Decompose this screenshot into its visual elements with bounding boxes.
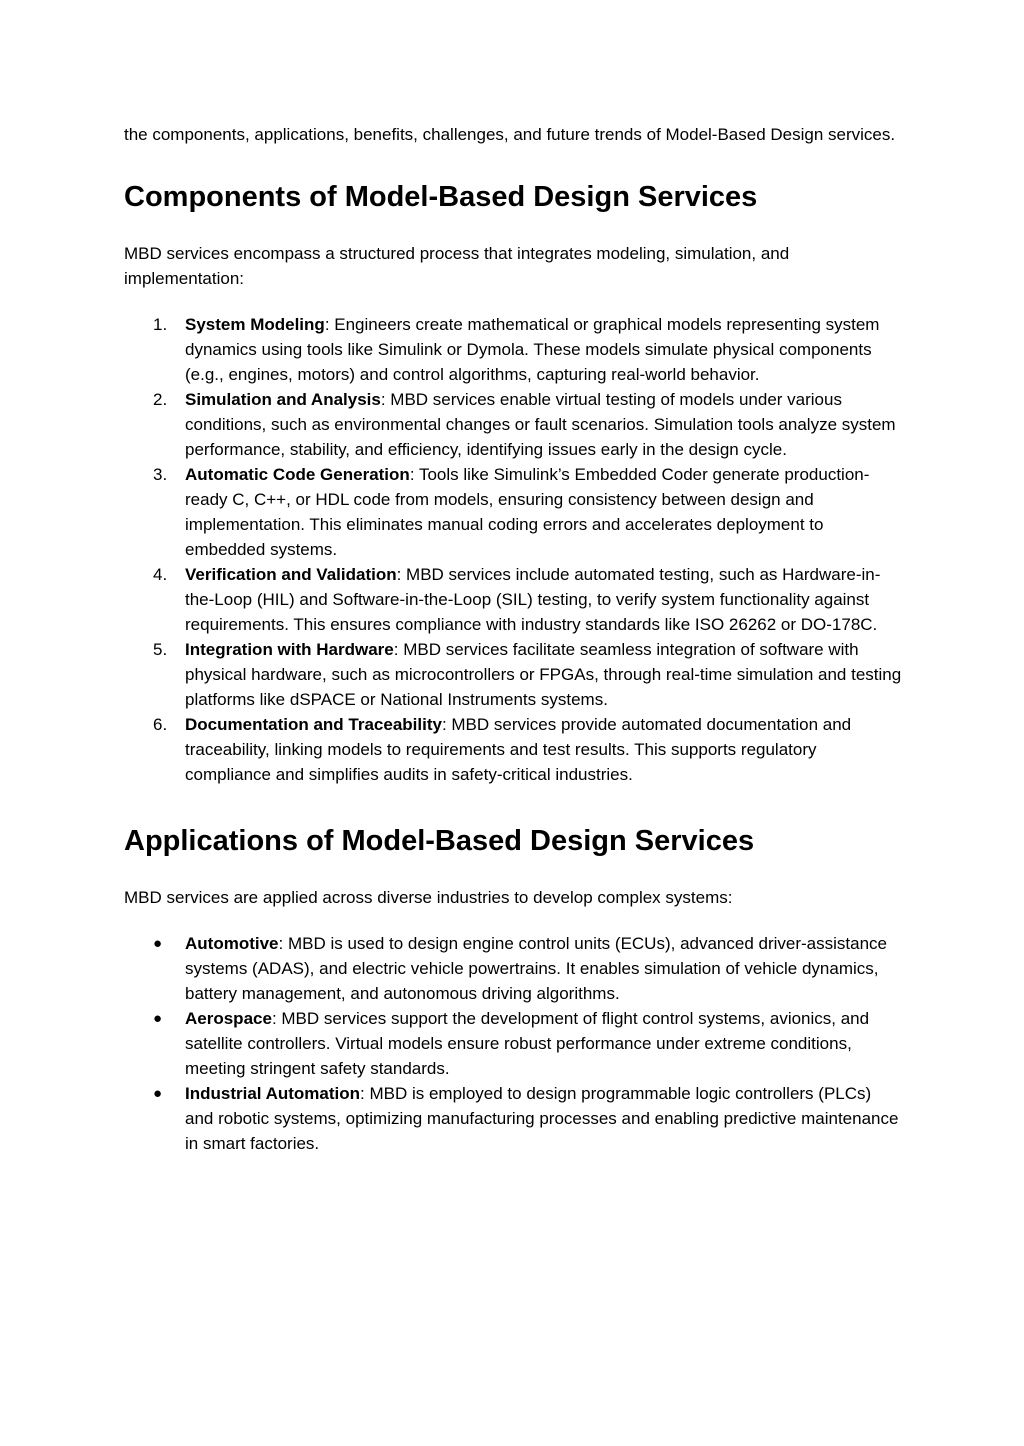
list-item: [124, 387, 904, 462]
list-number: 6.: [153, 715, 168, 734]
item-text: : MBD services enable virtual testing of models under various conditions, such as environmental changes or fault scenarios. Simulation tools analyze system performance, stability, and efficiency, identifying issues early in the design cycle.: [185, 390, 896, 459]
bullet-icon: ●: [153, 935, 163, 952]
list-item: [124, 1081, 904, 1156]
bullet-icon: ●: [153, 1010, 163, 1027]
item-term: Automotive: [185, 934, 279, 953]
applications-intro-paragraph: MBD services are applied across diverse industries to develop complex systems:: [124, 888, 733, 907]
applications-list: [124, 931, 904, 1156]
item-text: : MBD services support the development of flight control systems, avionics, and satellite controllers. Virtual models ensure robust performance under extreme conditions, meeting stringent safety standards.: [185, 1009, 870, 1078]
item-term: Integration with Hardware: [185, 640, 394, 659]
item-text: : MBD is used to design engine control units (ECUs), advanced driver-assistance systems (ADAS), and electric vehicle powertrains. It enables simulation of vehicle dynamics, battery management, and autonomous driving algorithms.: [185, 934, 888, 1003]
intro-paragraph: the components, applications, benefits, challenges, and future trends of Model-Based Design services.: [124, 125, 896, 144]
bullet-icon: ●: [153, 1085, 163, 1102]
item-text: : MBD services include automated testing, such as Hardware-in-the-Loop (HIL) and Software-in-the-Loop (SIL) testing, to verify system functionality against requirements. This ensures compliance with industry standards like ISO 26262 or DO-178C.: [185, 565, 881, 634]
list-number: 4.: [153, 565, 168, 584]
item-term: Verification and Validation: [185, 565, 397, 584]
components-intro-paragraph: MBD services encompass a structured process that integrates modeling, simulation, and implementation:: [124, 244, 790, 288]
list-item: [124, 1006, 904, 1081]
components-list: [124, 312, 904, 787]
item-term: Aerospace: [185, 1009, 272, 1028]
item-term: Industrial Automation: [185, 1084, 361, 1103]
item-text: : Tools like Simulink’s Embedded Coder generate production-ready C, C++, or HDL code from models, ensuring consistency between design and implementation. This eliminates manual coding errors and accelerates deployment to embedded systems.: [185, 465, 870, 559]
item-text: : Engineers create mathematical or graphical models representing system dynamics using tools like Simulink or Dymola. These models simulate physical components (e.g., engines, motors) and control algorithms, capturing real-world behavior.: [185, 315, 880, 384]
item-term: Simulation and Analysis: [185, 390, 381, 409]
list-item: [124, 637, 904, 712]
list-number: 5.: [153, 640, 168, 659]
item-text: : MBD is employed to design programmable logic controllers (PLCs) and robotic systems, optimizing manufacturing processes and enabling predictive maintenance in smart factories.: [185, 1084, 899, 1153]
applications-heading: Applications of Model-Based Design Services: [124, 825, 755, 857]
item-term: System Modeling: [185, 315, 325, 334]
components-heading: Components of Model-Based Design Services: [124, 181, 758, 213]
item-term: Documentation and Traceability: [185, 715, 442, 734]
list-number: 1.: [153, 315, 168, 334]
item-text: : MBD services provide automated documentation and traceability, linking models to requirements and test results. This supports regulatory compliance and simplifies audits in safety-critical industries.: [185, 715, 852, 784]
item-text: : MBD services facilitate seamless integration of software with physical hardware, such as microcontrollers or FPGAs, through real-time simulation and testing platforms like dSPACE or National Instruments systems.: [185, 640, 902, 709]
list-item: [124, 931, 904, 1006]
list-item: [124, 462, 904, 562]
list-item: [124, 562, 904, 637]
list-item: [124, 712, 904, 787]
document-page: [124, 122, 904, 1156]
item-term: Automatic Code Generation: [185, 465, 410, 484]
list-item: [124, 312, 904, 387]
list-number: 3.: [153, 465, 168, 484]
list-number: 2.: [153, 390, 168, 409]
